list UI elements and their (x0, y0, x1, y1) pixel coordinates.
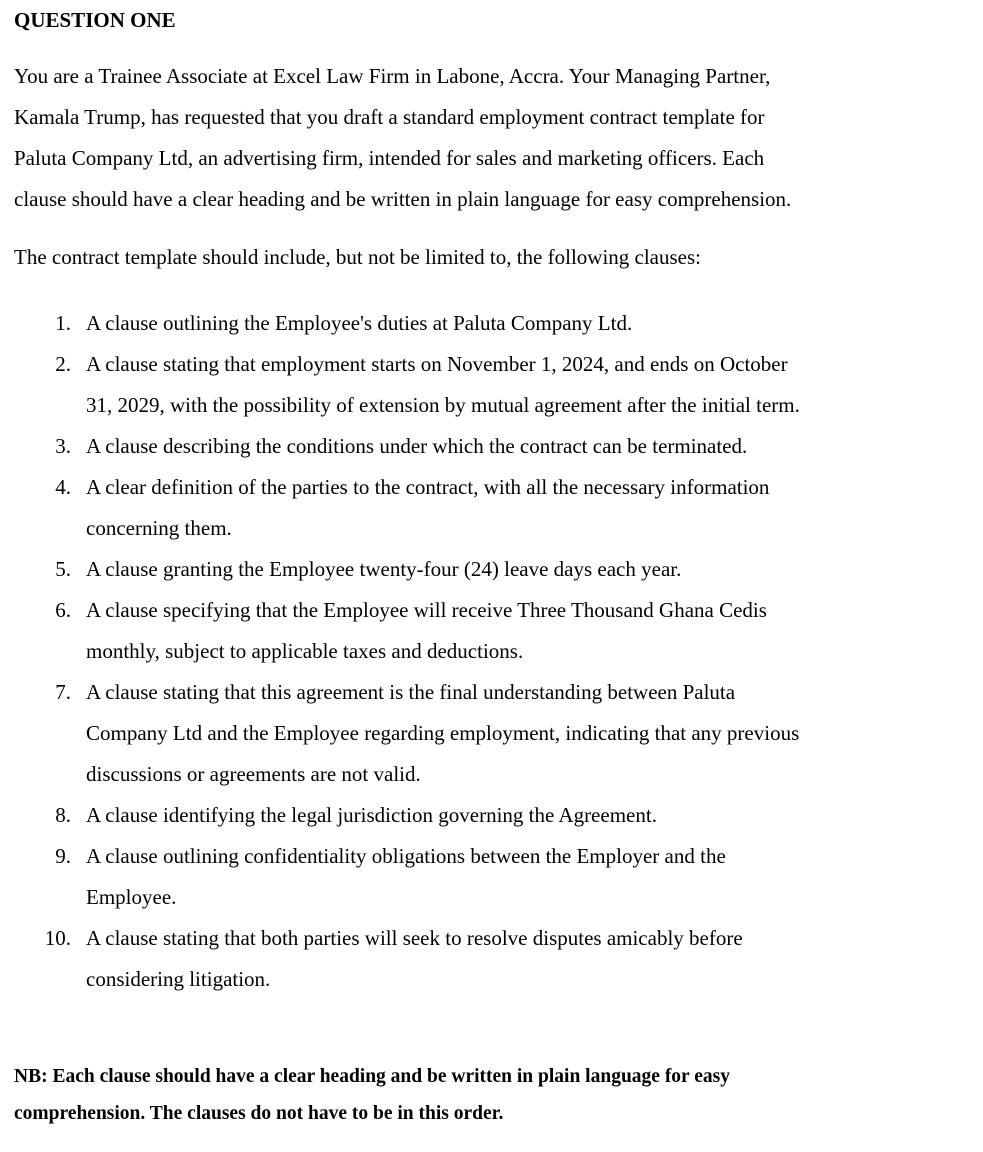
clauses-lead-sentence: The contract template should include, but not be limited to, the following clauses: (14, 245, 702, 269)
clause-number: 5. (55, 557, 71, 581)
clause-item-entire-agreement (0, 672, 983, 795)
clause-item-parties (0, 467, 983, 549)
clause-text-line: A clause stating that this agreement is the final understanding between Paluta (86, 680, 736, 704)
note-line: comprehension. The clauses do not have to be in this order. (14, 1103, 504, 1124)
clause-item-duties (0, 303, 983, 344)
clause-number: 8. (55, 803, 71, 827)
clause-number: 1. (55, 311, 71, 335)
note-line: NB: Each clause should have a clear heading and be written in plain language for easy (14, 1066, 730, 1087)
clause-item-leave (0, 549, 983, 590)
clause-text-line: A clause describing the conditions under which the contract can be terminated. (86, 434, 748, 458)
clause-text-line: A clause stating that both parties will seek to resolve disputes amicably before (86, 926, 743, 950)
clause-item-term (0, 344, 983, 426)
clause-text-line: discussions or agreements are not valid. (86, 762, 421, 786)
clause-text-line: concerning them. (86, 516, 232, 540)
clause-text-line: 31, 2029, with the possibility of extension by mutual agreement after the initial term. (86, 393, 800, 417)
clause-number: 9. (55, 844, 71, 868)
clause-number: 6. (55, 598, 71, 622)
intro-line: You are a Trainee Associate at Excel Law Firm in Labone, Accra. Your Managing Partner, (14, 64, 771, 88)
clause-text-line: A clause outlining the Employee's duties at Paluta Company Ltd. (86, 311, 633, 335)
nb-note (14, 1058, 974, 1132)
intro-line: Paluta Company Ltd, an advertising firm, intended for sales and marketing officers. Each (14, 146, 765, 170)
clause-item-salary (0, 590, 983, 672)
clause-text-line: monthly, subject to applicable taxes and deductions. (86, 639, 524, 663)
clause-number: 2. (55, 352, 71, 376)
clause-number: 3. (55, 434, 71, 458)
clause-text-line: A clause outlining confidentiality obligations between the Employer and the (86, 844, 726, 868)
intro-line: clause should have a clear heading and be written in plain language for easy comprehension. (14, 187, 792, 211)
clause-text-line: A clause specifying that the Employee will receive Three Thousand Ghana Cedis (86, 598, 767, 622)
clause-text-line: A clear definition of the parties to the contract, with all the necessary information (86, 475, 770, 499)
clause-text-line: considering litigation. (86, 967, 271, 991)
clause-item-confidentiality (0, 836, 983, 918)
clause-item-termination (0, 426, 983, 467)
clause-item-disputes (0, 918, 983, 1000)
clause-text-line: Employee. (86, 885, 177, 909)
intro-paragraph (14, 56, 974, 220)
clause-text-line: A clause stating that employment starts on November 1, 2024, and ends on October (86, 352, 788, 376)
intro-line: Kamala Trump, has requested that you draft a standard employment contract template for (14, 105, 765, 129)
clause-list (0, 303, 983, 1000)
clause-number: 4. (55, 475, 71, 499)
clause-text-line: A clause identifying the legal jurisdiction governing the Agreement. (86, 803, 657, 827)
clause-text-line: A clause granting the Employee twenty-four (24) leave days each year. (86, 557, 682, 581)
clause-number: 7. (55, 680, 71, 704)
clause-text-line: Company Ltd and the Employee regarding employment, indicating that any previous (86, 721, 800, 745)
question-title: QUESTION ONE (14, 8, 176, 32)
clause-item-jurisdiction (0, 795, 983, 836)
clause-number: 10. (44, 926, 71, 950)
